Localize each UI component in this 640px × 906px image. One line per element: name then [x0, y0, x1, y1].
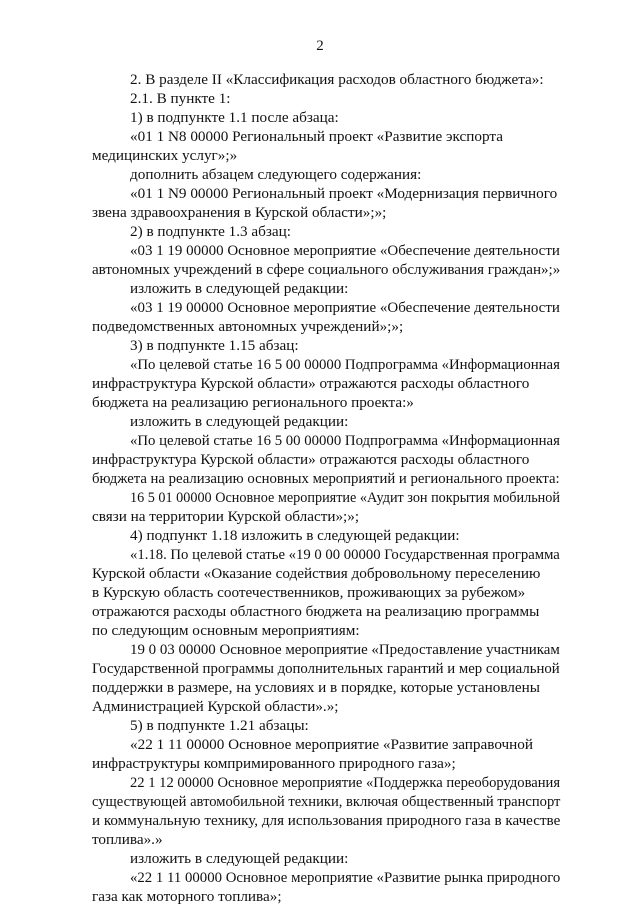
text-line: в Курскую область соотечественников, проживающих за рубежом» [92, 584, 526, 601]
text-line: 4) подпункт 1.18 изложить в следующей редакции: [130, 527, 460, 544]
text-line: 2) в подпункте 1.3 абзац: [130, 223, 291, 240]
text-line: инфраструктуры компримированного природного газа»; [92, 755, 456, 772]
text-line: «По целевой статье 16 5 00 00000 Подпрограмма «Информационная [130, 432, 560, 449]
text-line: 2.1. В пункте 1: [130, 90, 231, 107]
text-line: звена здравоохранения в Курской области»;»; [92, 204, 387, 221]
text-line: 2. В разделе II «Классификация расходов областного бюджета»: [130, 71, 544, 88]
text-line: бюджета на реализацию регионального проекта:» [92, 394, 414, 411]
text-line: поддержки в размере, на условиях и в порядке, которые установлены [92, 679, 540, 696]
text-line: «1.18. По целевой статье «19 0 00 00000 Государственная программа [130, 546, 560, 563]
text-line: «03 1 19 00000 Основное мероприятие «Обеспечение деятельности [130, 299, 560, 316]
text-line: изложить в следующей редакции: [130, 413, 349, 430]
text-line: по следующим основным мероприятиям: [92, 622, 360, 639]
text-line: «03 1 19 00000 Основное мероприятие «Обеспечение деятельности [130, 242, 560, 259]
text-line: изложить в следующей редакции: [130, 850, 349, 867]
text-line: «01 1 N8 00000 Региональный проект «Развитие экспорта [130, 128, 503, 145]
page-number: 2 [316, 38, 324, 54]
text-line: подведомственных автономных учреждений»;»; [92, 318, 404, 335]
text-line: автономных учреждений в сфере социального обслуживания граждан»;» [92, 261, 561, 278]
text-line: «22 1 11 00000 Основное мероприятие «Развитие рынка природного [130, 869, 561, 886]
text-line: 19 0 03 00000 Основное мероприятие «Предоставление участникам [130, 641, 560, 658]
text-line: существующей автомобильной техники, включая общественный транспорт [92, 793, 561, 810]
text-line: 3) в подпункте 1.15 абзац: [130, 337, 299, 354]
text-line: «22 1 11 00000 Основное мероприятие «Развитие заправочной [130, 736, 534, 753]
text-line: 1) в подпункте 1.1 после абзаца: [130, 109, 339, 126]
text-line: «01 1 N9 00000 Региональный проект «Модернизация первичного [130, 185, 558, 202]
text-line: 22 1 12 00000 Основное мероприятие «Поддержка переоборудования [130, 774, 561, 791]
text-line: Государственной программы дополнительных гарантий и мер социальной [92, 660, 560, 677]
text-line: медицинских услуг»;» [92, 147, 238, 164]
text-line: дополнить абзацем следующего содержания: [130, 166, 422, 183]
text-line: инфраструктура Курской области» отражаются расходы областного [92, 451, 530, 468]
text-line: Курской области «Оказание содействия добровольному переселению [92, 565, 541, 582]
text-line: топлива».» [92, 831, 163, 848]
text-line: газа как моторного топлива»; [92, 888, 282, 905]
text-line: инфраструктура Курской области» отражаются расходы областного [92, 375, 530, 392]
text-line: 5) в подпункте 1.21 абзацы: [130, 717, 309, 734]
text-line: изложить в следующей редакции: [130, 280, 349, 297]
text-line: Администрацией Курской области».»; [92, 698, 339, 715]
text-line: «По целевой статье 16 5 00 00000 Подпрограмма «Информационная [130, 356, 560, 373]
text-line: отражаются расходы областного бюджета на реализацию программы [92, 603, 540, 620]
text-line: бюджета на реализацию основных мероприятий и регионального проекта: [92, 470, 560, 487]
text-line: 16 5 01 00000 Основное мероприятие «Аудит зон покрытия мобильной [130, 489, 560, 506]
text-line: и коммунальную технику, для использования природного газа в качестве [92, 812, 561, 829]
text-line: связи на территории Курской области»;»; [92, 508, 360, 525]
